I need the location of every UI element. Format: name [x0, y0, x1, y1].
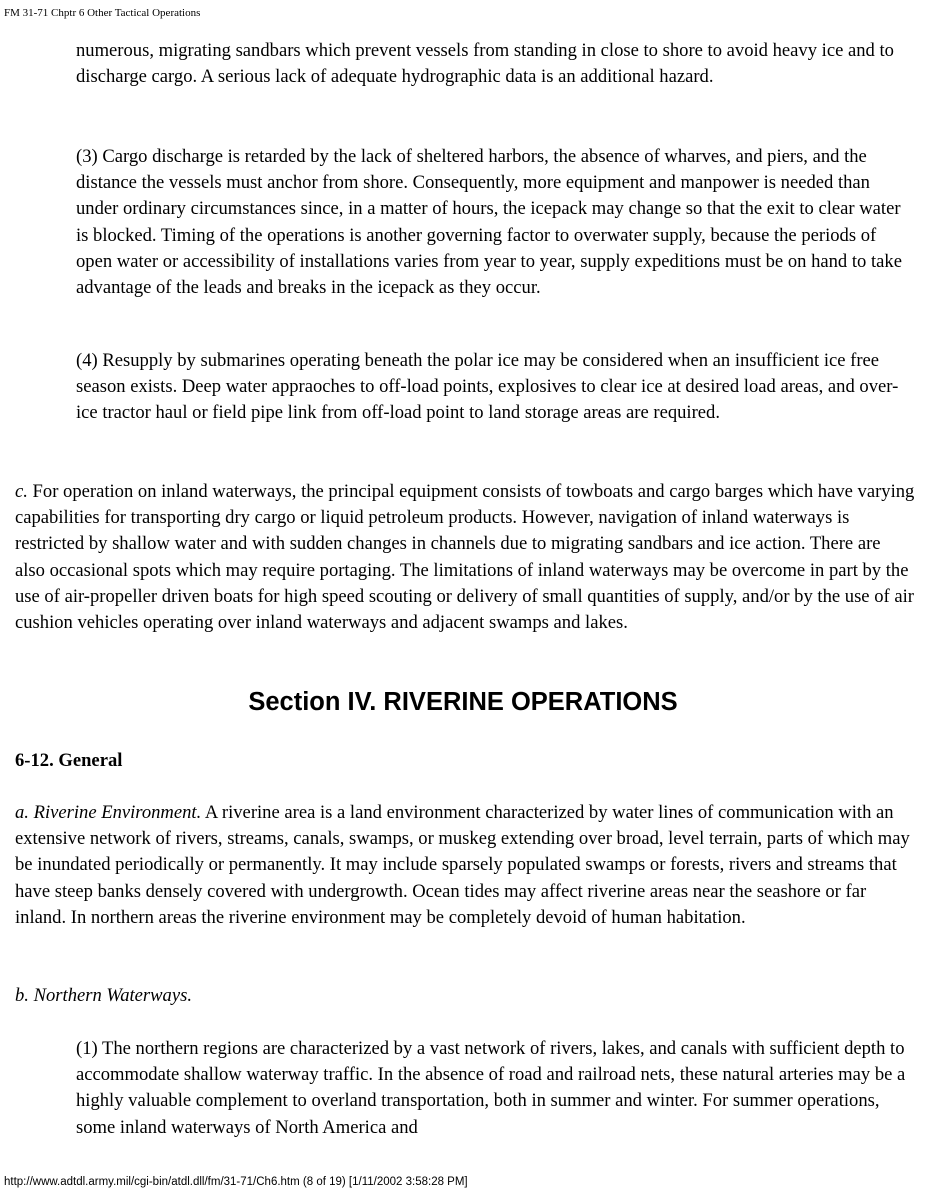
- subsection-title: 6-12. General: [15, 750, 123, 771]
- section-title: Section IV. RIVERINE OPERATIONS: [248, 688, 678, 716]
- paragraph-4: (4) Resupply by submarines operating beneath the polar ice may be considered when an insufficient ice free season exists. Deep water appraoches to off-load points, explosives to clear ice at desired load areas, and over-ice tractor haul or field pipe link from off-load point to land storage areas are required.: [76, 350, 899, 424]
- paragraph-continued: numerous, migrating sandbars which prevent vessels from standing in close to shore to avoid heavy ice and to discharge cargo. A serious lack of adequate hydrographic data is an additional hazard.: [76, 40, 894, 88]
- paragraph-b-label: b. Northern Waterways.: [15, 985, 192, 1006]
- page-header: FM 31-71 Chptr 6 Other Tactical Operations: [4, 7, 201, 19]
- page-footer-url: http://www.adtdl.army.mil/cgi-bin/atdl.dll/fm/31-71/Ch6.htm (8 of 19) [1/11/2002 3:58:28 PM]: [4, 1176, 468, 1188]
- paragraph-c-text: For operation on inland waterways, the principal equipment consists of towboats and cargo barges which have varying capabilities for transporting dry cargo or liquid petroleum products. However, navigation of inland waterways is restricted by shallow water and with sudden changes in channels due to migrating sandbars and ice action. There are also occasional spots which may require portaging. The limitations of inland waterways may be overcome in part by the use of air-propeller driven boats for high speed scouting or delivery of small quantities of supply, and/or by the use of air cushion vehicles operating over inland waterways and adjacent swamps and lakes.: [15, 481, 915, 634]
- paragraph-c-label: c.: [15, 481, 28, 502]
- paragraph-c: [15, 479, 915, 636]
- paragraph-3: (3) Cargo discharge is retarded by the lack of sheltered harbors, the absence of wharves, and piers, and the distance the vessels must anchor from shore. Consequently, more equipment and manpower is needed than under ordinary circumstances since, in a matter of hours, the icepack may change so that the exit to clear water is blocked. Timing of the operations is another governing factor to overwater supply, because the periods of open water or accessibility of installations varies from year to year, supply expeditions must be on hand to take advantage of the leads and breaks in the icepack as they occur.: [76, 146, 902, 299]
- paragraph-a-text: A riverine area is a land environment characterized by water lines of communication with an extensive network of rivers, streams, canals, swamps, or muskeg extending over broad, level terrain, parts of which may be inundated periodically or permanently. It may include sparsely populated swamps or forests, rivers and streams that have steep banks densely covered with undergrowth. Ocean tides may affect riverine areas near the seashore or far inland. In northern areas the riverine environment may be completely devoid of human habitation.: [15, 802, 910, 928]
- paragraph-a-label: a. Riverine Environment.: [15, 802, 202, 823]
- paragraph-a: [15, 800, 915, 931]
- paragraph-b-heading: [15, 983, 915, 1009]
- paragraph-b-1: (1) The northern regions are characterized by a vast network of rivers, lakes, and canals with sufficient depth to accommodate shallow waterway traffic. In the absence of road and railroad nets, these natural arteries may be a highly valuable complement to overland transportation, both in summer and winter. For summer operations, some inland waterways of North America and: [76, 1038, 906, 1138]
